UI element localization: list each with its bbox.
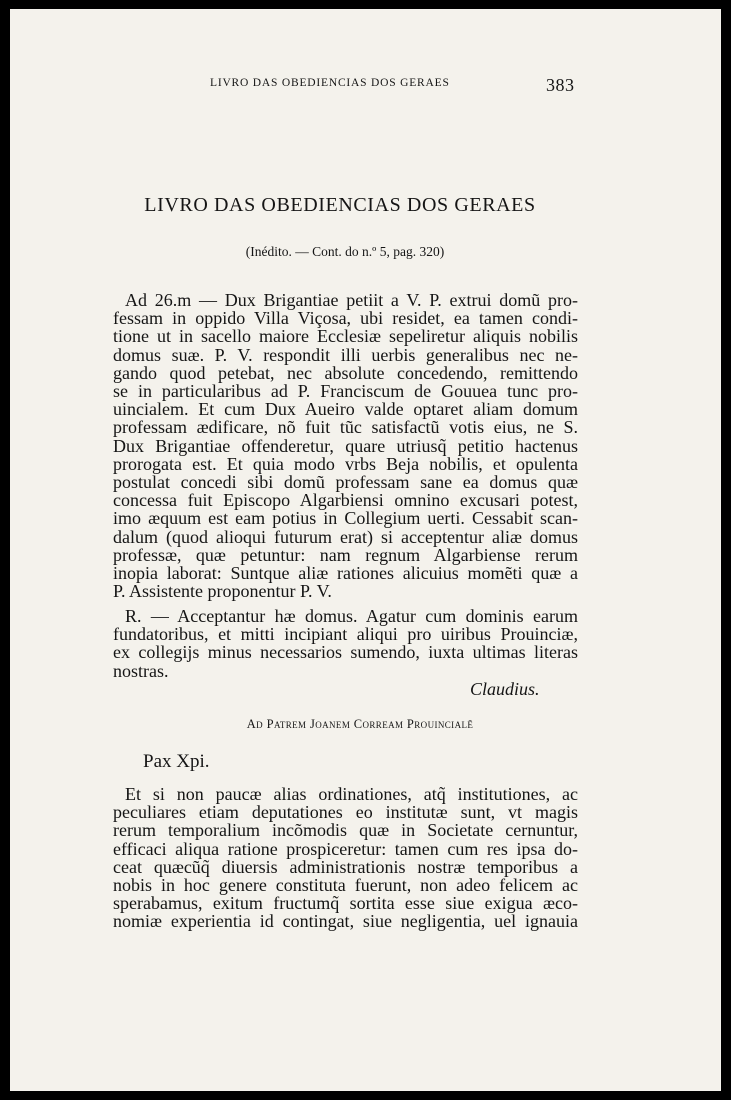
- letter1-reply: [113, 607, 578, 680]
- text-line: tione ut in sacello maiore Ecclesiæ sepeliretur aliquis nobilis: [113, 326, 578, 347]
- text-line: rerum temporalium incõmodis quæ in Societate cernuntur,: [113, 820, 578, 841]
- text-line: P. Assistente proponentur P. V.: [113, 581, 332, 602]
- text-line: postulat concedi sibi domũ professam sane ea domus quæ: [113, 472, 578, 493]
- text-line: nostras.: [113, 660, 169, 681]
- text-line: fessam in oppido Villa Viçosa, ubi residet, ea tamen condi-: [113, 308, 578, 329]
- text-line: Dux Brigantiae offenderetur, quare utriusq̃ petitio hactenus: [113, 435, 578, 456]
- text-line: gando quod petebat, nec absolute concedendo, remittendo: [113, 362, 578, 383]
- letter2-greeting: Pax Xpi.: [143, 751, 210, 772]
- letter2-address: Ad Patrem Joanem Corream Prouincialẽ: [246, 717, 474, 731]
- text-line: se in particularibus ad P. Franciscum de Gouuea tunc pro-: [113, 381, 578, 402]
- source-note: (Inédito. — Cont. do n.º 5, pag. 320): [245, 244, 445, 259]
- text-line: fundatoribus, et mitti incipiant aliqui pro uiribus Prouinciæ,: [113, 624, 578, 645]
- text-line: R. — Acceptantur hæ domus. Agatur cum dominis earum: [125, 606, 578, 626]
- running-header: LIVRO DAS OBEDIENCIAS DOS GERAES: [210, 77, 450, 89]
- text-line: prorogata est. Et quia modo vrbs Beja nobilis, et opulenta: [113, 453, 578, 474]
- text-line: Et si non paucæ alias ordinationes, atq̃ institutiones, ac: [125, 784, 578, 804]
- letter1-body: [113, 291, 578, 600]
- text-line: professam ædificare, nõ fuit tũc satisfactũ votis eius, ne S.: [113, 417, 578, 438]
- book-page: [10, 9, 721, 1091]
- text-line: Ad 26.m — Dux Brigantiae petiit a V. P. extrui domũ pro-: [125, 290, 578, 310]
- text-line: peculiares etiam deputationes eo institutæ sunt, vt magis: [113, 802, 578, 823]
- text-line: ceat quæcũq̃ diuersis administrationis nostræ temporibus a: [113, 856, 578, 877]
- text-line: ex collegijs minus necessarios sumendo, iuxta ultimas literas: [113, 642, 578, 663]
- text-line: concessa fuit Episcopo Algarbiensi omnino excusari potest,: [113, 490, 578, 511]
- page-number: 383: [546, 75, 575, 95]
- text-line: efficaci aliqua ratione prospiceretur: tamen cum res ipsa do-: [113, 838, 578, 859]
- text-line: dalum (quod alioqui futurum erat) si acceptentur aliæ domus: [113, 526, 578, 547]
- text-line: imo æquum est eam potius in Collegium uerti. Cessabit scan-: [113, 508, 578, 529]
- section-title: LIVRO DAS OBEDIENCIAS DOS GERAES: [144, 194, 536, 216]
- text-line: nobis in hoc genere constituta fuerunt, non adeo felicem ac: [113, 875, 578, 896]
- letter2-body: [113, 785, 578, 931]
- text-line: nomiæ experientia id contingat, siue negligentia, uel ignauia: [113, 911, 578, 932]
- text-line: uincialem. Et cum Dux Aueiro valde optaret aliam domum: [113, 399, 578, 420]
- signature: Claudius.: [470, 679, 540, 699]
- text-line: professæ, quæ petuntur: nam regnum Algarbiense rerum: [113, 544, 578, 565]
- text-line: sperabamus, exitum fructumq̃ sortita esse siue exigua æco-: [113, 893, 578, 914]
- text-line: domus suæ. P. V. respondit illi uerbis generalibus nec ne-: [113, 344, 578, 365]
- text-line: inopia laborat: Suntque aliæ rationes alicuius momẽti quæ a: [113, 563, 578, 584]
